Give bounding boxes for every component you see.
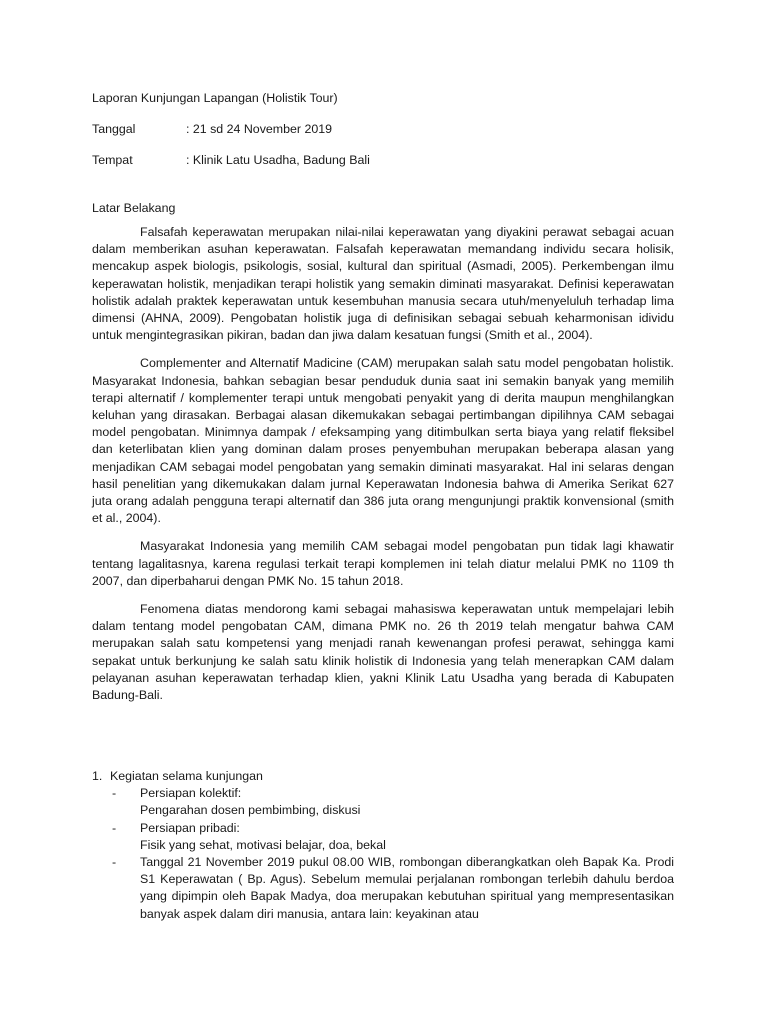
list-item-text: Tanggal 21 November 2019 pukul 08.00 WIB, rombongan diberangkatkan oleh Bapak Ka. Prodi S1 Keperawatan ( Bp. Agus). Sebelum memulai perjalanan rombongan terlebih dahulu berdoa yang dipimpin oleh Bapak Madya, doa merupakan kebutuhan spiritual yang mempresentasikan banyak aspek dalam diri manusia, antara lain: keyakinan atau	[140, 855, 674, 921]
section-title: Latar Belakang	[92, 201, 176, 215]
paragraph: Falsafah keperawatan merupakan nilai-nilai keperawatan yang diyakini perawat sebagai acuan dalam memberikan asuhan keperawatan. Falsafah keperawatan memandang individu secara holisik, mencakup aspek biologis, psikologis, sosial, kultural dan spiritual (Asmadi, 2005). Perkembengan ilmu keperawatan holistik, menjadikan terapi holistik yang semakin diminati masyarakat. Definisi keperawatan holistik adalah praktek keperawatan untuk kesembuhan manusia secara utuh/menyeluluh terhadap lima dimensi (AHNA, 2009). Pengobatan holistik juga di definisikan sebagai sebuah keharmonisan idividu untuk mengintegrasikan pikiran, badan dan jiwa dalam kesatuan fungsi (Smith et al., 2004).	[92, 225, 674, 343]
list-item	[92, 854, 674, 923]
list-item-label: Persiapan kolektif:	[140, 786, 242, 801]
place-label: Tempat	[92, 153, 133, 167]
list-heading-text: Kegiatan selama kunjungan	[110, 769, 263, 783]
report-header	[92, 90, 692, 183]
dash-bullet: -	[112, 786, 117, 801]
date-row	[92, 121, 692, 138]
date-value: : 21 sd 24 November 2019	[186, 122, 333, 136]
background-section	[92, 224, 674, 715]
list-item-detail: Pengarahan dosen pembimbing, diskusi	[140, 803, 361, 818]
list-heading	[92, 768, 674, 785]
list-item-label: Persiapan pribadi:	[140, 820, 240, 835]
dash-bullet: -	[112, 820, 117, 835]
report-title: Laporan Kunjungan Lapangan (Holistik Tour)	[92, 91, 338, 105]
place-value: : Klinik Latu Usadha, Badung Bali	[186, 153, 370, 167]
list-item-detail: Fisik yang sehat, motivasi belajar, doa, bekal	[140, 837, 386, 852]
dash-bullet: -	[112, 855, 117, 870]
list-item	[92, 820, 674, 854]
list-item	[92, 785, 674, 819]
paragraph: Complementer and Alternatif Madicine (CAM) merupakan salah satu model pengobatan holistik. Masyarakat Indonesia, bahkan sebagian besar penduduk dunia saat ini semakin banyak yang memilih terapi alternatif / komplementer terapi untuk mengobati penyakit yang di derita maupun menghilangkan keluhan yang dirasakan. Berbagai alasan dikemukakan sebagai pertimbangan dipilihnya CAM sebagai model pengobatan. Minimnya dampak / efeksamping yang ditimbulkan serta biaya yang relatif fleksibel dan keterlibatan klien yang dominan dalam proses penyembuhan merupakan beberapa alasan yang menjadikan CAM sebagai model pengobatan yang semakin diminati masyarakat. Hal ini selaras dengan hasil penelitian yang dikemukakan dalam jurnal Keperawatan Indonesia bahwa di Amerika Serikat 627 juta orang adalah pengguna terapi alternatif dan 386 juta orang mengunjungi praktik konvensional (smith et al., 2004).	[92, 356, 674, 526]
date-label: Tanggal	[92, 122, 136, 136]
place-row	[92, 152, 692, 169]
paragraph: Fenomena diatas mendorong kami sebagai mahasiswa keperawatan untuk mempelajari lebih dalam tentang model pengobatan CAM, dimana PMK no. 26 th 2019 telah mengatur bahwa CAM merupakan salah satu kompetensi yang menjadi ranah kewenangan profesi perawat, sehingga kami sepakat untuk berkunjung ke salah satu klinik holistik di Indonesia yang telah menerapkan CAM dalam pelayanan asuhan keperawatan terhadap klien, yakni Klinik Latu Usadha yang berada di Kabupaten Badung-Bali.	[92, 602, 674, 703]
paragraph: Masyarakat Indonesia yang memilih CAM sebagai model pengobatan pun tidak lagi khawatir tentang lagalitasnya, karena regulasi terkait terapi komplemen ini telah diatur melalui PMK no 1109 th 2007, dan diperbaharui dengan PMK No. 15 tahun 2018.	[92, 539, 674, 588]
list-number: 1.	[92, 769, 103, 783]
activities-list	[92, 768, 674, 923]
